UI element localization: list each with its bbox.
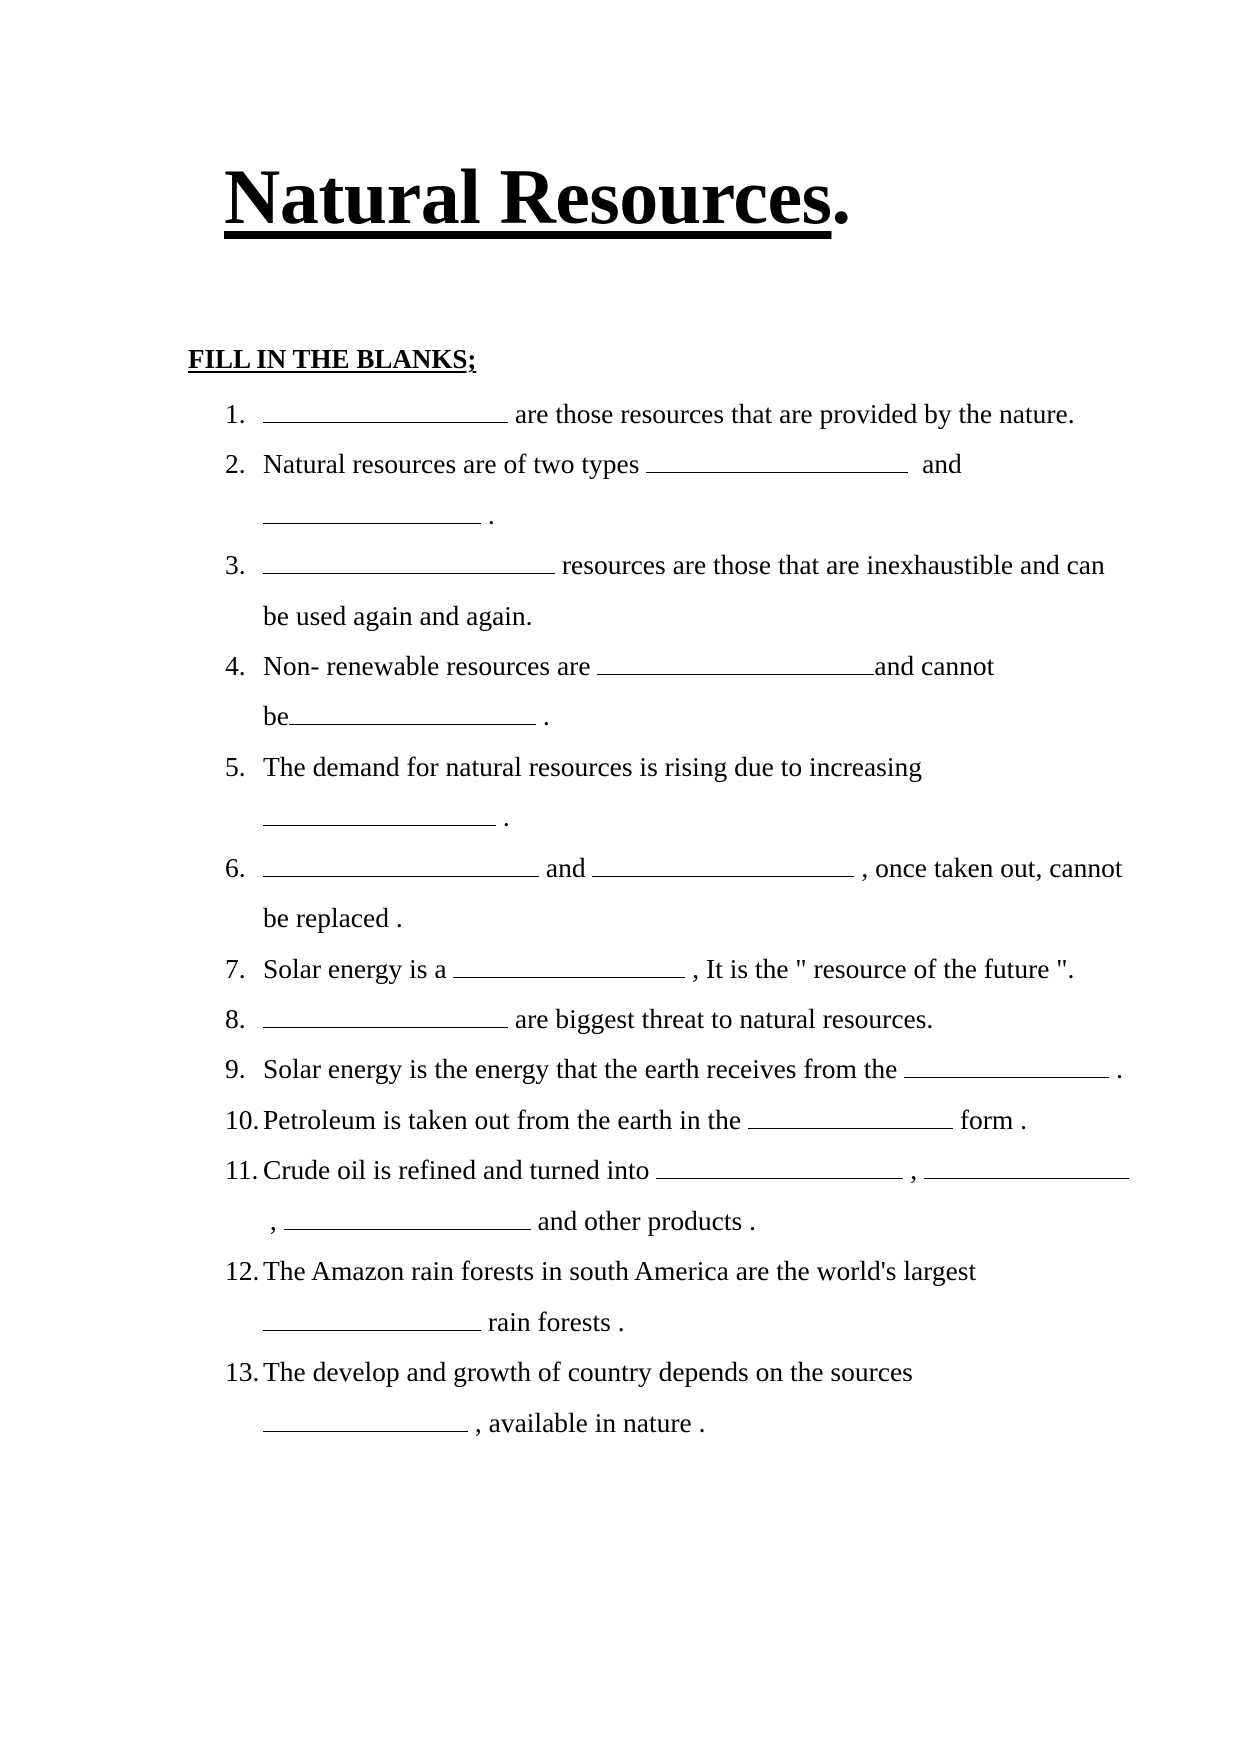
- answer-blank[interactable]: [453, 953, 685, 978]
- answer-blank[interactable]: [263, 1407, 468, 1432]
- question-line: [263, 800, 510, 834]
- question-line: [263, 397, 1075, 431]
- question-text: rain forests .: [481, 1306, 625, 1337]
- question-number: 1.: [225, 398, 246, 429]
- question-number: 11.: [225, 1154, 259, 1185]
- question-number: 6.: [225, 852, 246, 883]
- answer-blank[interactable]: [904, 1053, 1109, 1078]
- title-period: .: [831, 153, 851, 240]
- answer-blank[interactable]: [656, 1154, 903, 1179]
- question-line: [263, 1103, 1027, 1137]
- question-text: Non- renewable resources are: [263, 650, 598, 681]
- question-text: , available in nature .: [468, 1407, 706, 1438]
- question-number: 13.: [225, 1356, 260, 1387]
- question-text: Solar energy is a: [263, 953, 454, 984]
- question-text: and other products .: [530, 1205, 756, 1236]
- answer-blank[interactable]: [263, 801, 496, 826]
- answer-blank[interactable]: [289, 700, 536, 725]
- answer-blank[interactable]: [263, 852, 539, 877]
- section-heading: FILL IN THE BLANKS;: [188, 344, 477, 374]
- answer-blank[interactable]: [592, 852, 854, 877]
- question-text: and: [539, 852, 593, 883]
- question-text: .: [481, 499, 495, 530]
- question-text: The Amazon rain forests in south America are the world's largest: [263, 1255, 977, 1286]
- question-text: .: [496, 801, 510, 832]
- question-line: [263, 1254, 976, 1288]
- question-number: 9.: [225, 1053, 246, 1084]
- question-line: [263, 1204, 756, 1238]
- question-line: [263, 1305, 625, 1339]
- question-text: are those resources that are provided by the nature.: [508, 398, 1075, 429]
- question-text: , It is the " resource of the future ".: [685, 953, 1075, 984]
- answer-blank[interactable]: [263, 549, 555, 574]
- question-text: Petroleum is taken out from the earth in the: [263, 1104, 748, 1135]
- answer-blank[interactable]: [597, 650, 874, 675]
- question-text: Natural resources are of two types: [263, 448, 647, 479]
- question-line: [263, 599, 533, 633]
- question-text: ,: [263, 1205, 284, 1236]
- question-text: resources are those that are inexhaustible and can: [555, 549, 1105, 580]
- question-number: 2.: [225, 448, 246, 479]
- question-number: 10.: [225, 1104, 260, 1135]
- question-number: 12.: [225, 1255, 260, 1286]
- question-text: form .: [952, 1104, 1028, 1135]
- answer-blank[interactable]: [646, 448, 908, 473]
- question-text: ,: [903, 1154, 924, 1185]
- answer-blank[interactable]: [924, 1154, 1129, 1179]
- question-text: be used again and again.: [263, 600, 533, 631]
- question-line: [263, 750, 922, 784]
- question-number: 4.: [225, 650, 246, 681]
- question-line: [263, 1153, 1129, 1187]
- question-line: [263, 1002, 933, 1036]
- question-line: [263, 548, 1105, 582]
- question-text: be replaced .: [263, 902, 403, 933]
- question-line: [263, 498, 495, 532]
- question-text: be: [263, 700, 289, 731]
- question-line: [263, 649, 994, 683]
- title-text: Natural Resources: [224, 153, 832, 240]
- question-number: 3.: [225, 549, 246, 580]
- question-line: [263, 1406, 705, 1440]
- question-text: and: [908, 448, 962, 479]
- answer-blank[interactable]: [263, 398, 508, 423]
- answer-blank[interactable]: [263, 1003, 508, 1028]
- question-text: .: [1109, 1053, 1123, 1084]
- question-text: Solar energy is the energy that the earth receives from the: [263, 1053, 905, 1084]
- question-text: The demand for natural resources is rising due to increasing: [263, 751, 923, 782]
- question-text: , once taken out, cannot: [854, 852, 1123, 883]
- answer-blank[interactable]: [263, 499, 481, 524]
- question-number: 8.: [225, 1003, 246, 1034]
- answer-blank[interactable]: [284, 1205, 531, 1230]
- answer-blank[interactable]: [263, 1306, 481, 1331]
- question-line: [263, 901, 403, 935]
- question-line: [263, 952, 1074, 986]
- question-line: [263, 1052, 1123, 1086]
- question-number: 7.: [225, 953, 246, 984]
- question-text: Crude oil is refined and turned into: [263, 1154, 657, 1185]
- question-number: 5.: [225, 751, 246, 782]
- page-title: [224, 153, 851, 240]
- question-text: The develop and growth of country depends on the sources: [263, 1356, 913, 1387]
- question-line: [263, 851, 1123, 885]
- answer-blank[interactable]: [748, 1104, 953, 1129]
- question-line: [263, 699, 550, 733]
- question-line: [263, 1355, 913, 1389]
- question-text: .: [535, 700, 550, 731]
- question-text: are biggest threat to natural resources.: [508, 1003, 934, 1034]
- question-line: [263, 447, 962, 481]
- question-text: and cannot: [874, 650, 995, 681]
